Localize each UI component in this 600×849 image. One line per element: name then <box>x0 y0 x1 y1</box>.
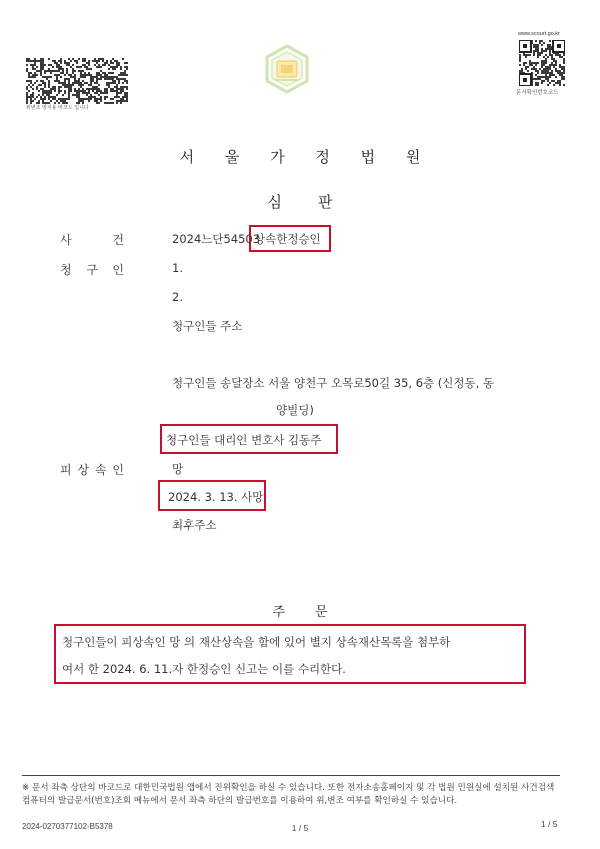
claimants-service-address-cont: 양빌딩) <box>276 403 314 417</box>
case-number: 2024느단54503 <box>172 232 261 246</box>
claimant-item-1: 1. <box>172 261 183 275</box>
left-barcode-image <box>26 58 128 104</box>
case-name: 상속한정승인 <box>254 232 321 246</box>
document-title: 심판 <box>267 193 369 211</box>
order-heading: 주문 <box>272 605 358 620</box>
court-seal-icon <box>263 44 311 96</box>
claimant-label: 청 구 인 <box>60 263 124 277</box>
case-label: 사 건 <box>60 233 124 247</box>
order-text-line-1: 청구인들이 피상속인 망 의 재산상속을 함에 있어 별지 상속재산목록을 첨부하 <box>62 635 451 649</box>
page-number-center: 1 / 5 <box>291 823 309 833</box>
left-barcode-caption: 위변조 방지용 바코드 입니다 <box>26 105 89 111</box>
footer-divider <box>22 775 560 776</box>
deceased-name: 망 <box>172 462 184 476</box>
site-url: www.scourt.go.kr <box>518 31 560 37</box>
issue-number: 2024-0270377102-B5378 <box>22 822 113 831</box>
order-text-line-2: 여서 한 2024. 6. 11.자 한정승인 신고는 이를 수리한다. <box>62 662 346 676</box>
right-qr-caption: 문서확인번호코드 <box>516 90 559 96</box>
footer-notice: ※ 문서 좌측 상단의 바코드로 대한민국법원 앱에서 진위확인을 하실 수 있습니다. 또한 전자소송홈페이지 및 각 법원 민원실에 설치된 사건검색 컴퓨터의 발급문서(번호)조회 메뉴에서 문서 좌측 하단의 발급번호를 이용하여 위,변조 여부를 확인하실 수 있습니다. <box>22 783 555 806</box>
deceased-death-date: 2024. 3. 13. 사망 <box>168 490 264 504</box>
claimants-address-label: 청구인들 주소 <box>172 319 243 333</box>
claimants-service-address: 청구인들 송달장소 서울 양천구 오목로50길 35, 6층 (신정동, 동 <box>172 376 495 390</box>
deceased-label: 피 상 속 인 <box>60 463 124 477</box>
page-number-right: 1 / 5 <box>541 819 558 829</box>
claimants-attorney: 청구인들 대리인 변호사 김동주 <box>166 433 322 447</box>
right-qr-code-image <box>519 40 565 86</box>
court-name: 서 울 가 정 법 원 <box>179 148 434 166</box>
claimant-item-2: 2. <box>172 290 183 304</box>
deceased-last-address: 최후주소 <box>172 518 217 532</box>
